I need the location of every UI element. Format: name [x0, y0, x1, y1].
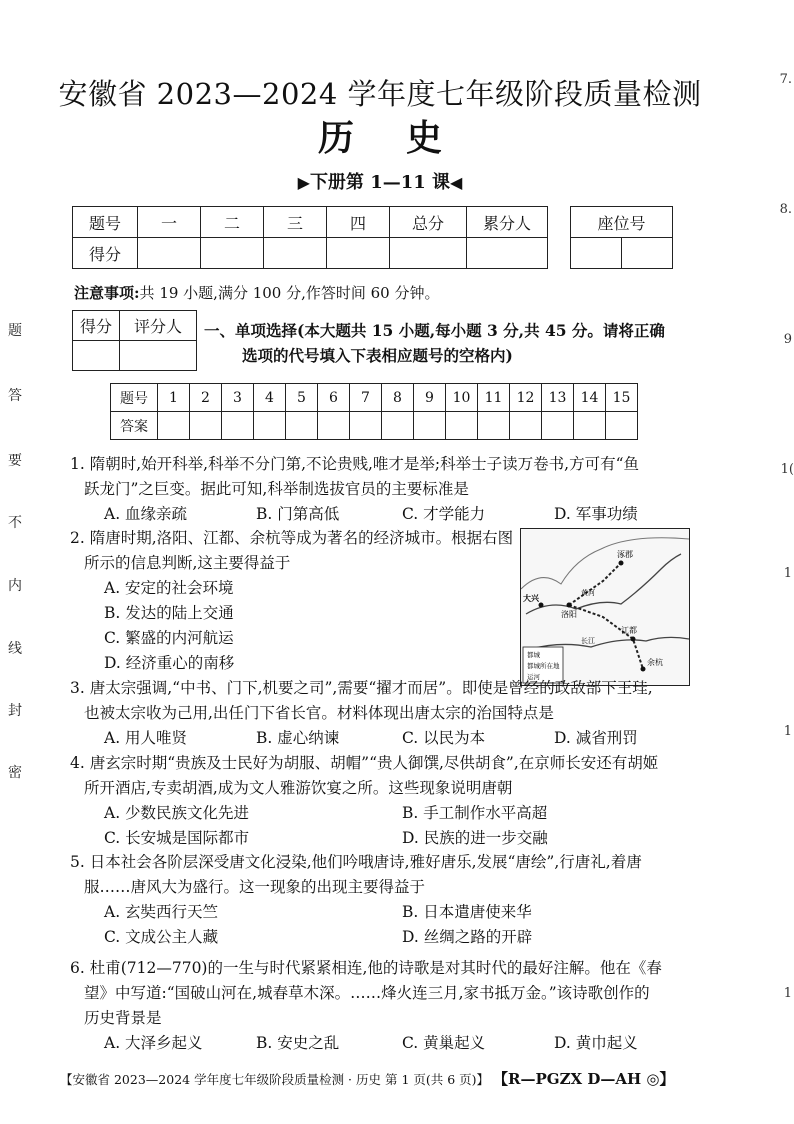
margin-char: 封 — [8, 703, 22, 719]
question-text: 历史背景是 — [84, 1009, 162, 1027]
seat-cell[interactable] — [571, 238, 622, 269]
notice — [74, 282, 440, 303]
grader-name-label: 评分人 — [120, 311, 197, 341]
score-header-cell: 一 — [138, 207, 201, 238]
answer-cell[interactable] — [542, 412, 574, 440]
triangle-left-icon: ◀ — [450, 173, 463, 192]
answer-cell[interactable] — [286, 412, 318, 440]
question-6 — [70, 956, 690, 1056]
answer-cell[interactable] — [222, 412, 254, 440]
section-heading — [204, 318, 674, 368]
question-text: 也被太宗收为己用,出任门下省长官。材料体现出唐太宗的治国特点是 — [84, 704, 554, 722]
options-row — [70, 826, 690, 851]
question-text: 5. 日本社会各阶层深受唐文化浸染,他们吟哦唐诗,雅好唐乐,发展“唐绘”,行唐礼,着唐 — [70, 853, 642, 871]
option[interactable]: A. 血缘亲疏 — [104, 505, 188, 523]
map-label: 余杭 — [647, 658, 663, 667]
grader-name-cell[interactable] — [120, 341, 197, 371]
next-page-number: 9 — [783, 332, 792, 347]
answer-number: 2 — [190, 384, 222, 412]
options-row — [70, 1031, 690, 1056]
score-cell[interactable] — [201, 238, 264, 269]
options-row — [70, 502, 690, 527]
answer-cell[interactable] — [510, 412, 542, 440]
legend-item: 都城所在地 — [527, 662, 560, 670]
answer-cell[interactable] — [318, 412, 350, 440]
question-text: 所开酒店,专卖胡酒,成为文人雅游饮宴之所。这些现象说明唐朝 — [84, 779, 513, 797]
answer-number: 14 — [574, 384, 606, 412]
city-dot — [619, 561, 624, 566]
score-cell[interactable] — [264, 238, 327, 269]
option[interactable]: A. 玄奘西行天竺 — [104, 903, 219, 921]
canal-north-line — [569, 563, 621, 605]
score-cell[interactable] — [467, 238, 548, 269]
map-label: 江都 — [621, 626, 637, 635]
option[interactable]: C. 黄巢起义 — [402, 1034, 486, 1052]
question-1 — [70, 452, 690, 527]
map-label: 涿郡 — [617, 550, 633, 559]
option[interactable]: C. 才学能力 — [402, 505, 486, 523]
city-dot — [567, 603, 572, 608]
option[interactable]: A. 大泽乡起义 — [104, 1034, 203, 1052]
answer-number: 5 — [286, 384, 318, 412]
grader-score-label: 得分 — [73, 311, 120, 341]
option[interactable]: D. 减省刑罚 — [554, 729, 638, 747]
score-header-cell: 二 — [201, 207, 264, 238]
answer-cell[interactable] — [606, 412, 638, 440]
question-4 — [70, 751, 690, 851]
score-cell[interactable] — [138, 238, 201, 269]
question-text: 6. 杜甫(712—770)的一生与时代紧紧相连,他的诗歌是对其时代的最好注解。他在《春 — [70, 959, 662, 977]
grader-score-cell[interactable] — [73, 341, 120, 371]
next-page-number: 8. — [779, 202, 792, 217]
option[interactable]: A. 安定的社会环境 — [104, 579, 234, 597]
question-text: 服……唐风大为盛行。这一现象的出现主要得益于 — [84, 878, 426, 896]
answer-number: 6 — [318, 384, 350, 412]
map-label: 大兴 — [523, 594, 539, 603]
margin-char: 要 — [8, 453, 22, 469]
score-table — [72, 206, 548, 269]
options-row — [70, 925, 690, 950]
option[interactable]: A. 用人唯贤 — [104, 729, 188, 747]
section-title-line2: 选项的代号填入下表相应题号的空格内) — [242, 346, 513, 365]
options-row — [70, 726, 690, 751]
answer-cell[interactable] — [190, 412, 222, 440]
score-header-row — [73, 207, 548, 238]
option[interactable]: D. 经济重心的南移 — [104, 654, 235, 672]
option[interactable]: A. 少数民族文化先进 — [104, 804, 250, 822]
answer-number: 1 — [158, 384, 190, 412]
score-header-cell: 总分 — [390, 207, 467, 238]
next-page-number: 1 — [783, 566, 792, 581]
answer-number: 7 — [350, 384, 382, 412]
question-text: 跃龙门”之巨变。据此可知,科举制选拔官员的主要标准是 — [84, 480, 469, 498]
answer-cell[interactable] — [382, 412, 414, 440]
margin-char: 线 — [8, 641, 22, 657]
question-text: 2. 隋唐时期,洛阳、江都、余杭等成为著名的经济城市。根据右图 — [70, 529, 514, 547]
section-title-line1: 一、单项选择(本大题共 15 小题,每小题 3 分,共 45 分。请将正确 — [204, 321, 665, 340]
option[interactable]: B. 日本遣唐使来华 — [402, 903, 532, 921]
margin-char: 密 — [8, 765, 22, 781]
score-value-row — [73, 238, 548, 269]
seat-cell[interactable] — [622, 238, 673, 269]
margin-char: 题 — [8, 323, 22, 339]
question-text: 1. 隋朝时,始开科举,科举不分门第,不论贵贱,唯才是举;科举士子读万卷书,方可有“鱼 — [70, 455, 639, 473]
answer-number: 11 — [478, 384, 510, 412]
answer-table — [110, 383, 638, 440]
map-graphic — [521, 529, 689, 685]
option[interactable]: B. 手工制作水平高超 — [402, 804, 548, 822]
option[interactable]: C. 繁盛的内河航运 — [104, 629, 234, 647]
answer-row — [111, 412, 638, 440]
option[interactable]: B. 门第高低 — [256, 505, 340, 523]
option[interactable]: C. 长安城是国际都市 — [104, 829, 250, 847]
score-header-cell: 题号 — [73, 207, 138, 238]
scope-label — [0, 168, 760, 194]
options-row — [70, 900, 690, 925]
answer-cell[interactable] — [350, 412, 382, 440]
legend-item: 运河 — [527, 673, 540, 681]
score-header-cell: 三 — [264, 207, 327, 238]
answer-cell[interactable] — [574, 412, 606, 440]
question-5 — [70, 850, 690, 950]
question-3 — [70, 676, 690, 751]
question-2 — [70, 526, 520, 676]
coastline — [521, 538, 689, 589]
score-header-cell: 累分人 — [467, 207, 548, 238]
answer-cell[interactable] — [446, 412, 478, 440]
footer-text: 【安徽省 2023—2024 学年度七年级阶段质量检测 · 历史 第 1 页(共 6 页)】 — [60, 1072, 490, 1087]
exam-title: 安徽省 2023—2024 学年度七年级阶段质量检测 — [58, 77, 702, 111]
answer-cell[interactable] — [158, 412, 190, 440]
question-text: 3. 唐太宗强调,“中书、门下,机要之司”,需要“擢才而居”。即使是曾经的政敌部下王珪, — [70, 679, 653, 697]
margin-char: 不 — [8, 515, 22, 531]
next-page-number: 7. — [779, 72, 792, 87]
score-header-cell: 四 — [327, 207, 390, 238]
score-cell[interactable] — [390, 238, 467, 269]
next-page-number: 1 — [783, 724, 792, 739]
option[interactable]: C. 文成公主人藏 — [104, 928, 219, 946]
answer-number: 8 — [382, 384, 414, 412]
option[interactable]: D. 黄巾起义 — [554, 1034, 638, 1052]
grader-table — [72, 310, 197, 371]
scope-text: 下册第 1—11 课 — [309, 172, 451, 193]
triangle-right-icon: ▶ — [297, 173, 310, 192]
subject-title: 历史 — [317, 117, 494, 159]
city-dot — [631, 637, 636, 642]
seat-label: 座位号 — [571, 207, 673, 238]
answer-header-row — [111, 384, 638, 412]
canal-map — [520, 528, 690, 686]
answer-cell[interactable] — [414, 412, 446, 440]
answer-header-label: 题号 — [111, 384, 158, 412]
answer-cell[interactable] — [478, 412, 510, 440]
answer-cell[interactable] — [254, 412, 286, 440]
score-row-label: 得分 — [73, 238, 138, 269]
answer-number: 10 — [446, 384, 478, 412]
score-cell[interactable] — [327, 238, 390, 269]
next-page-number: 1 — [783, 986, 792, 1001]
option[interactable]: C. 以民为本 — [402, 729, 486, 747]
notice-label: 注意事项: — [74, 284, 140, 302]
option[interactable]: B. 安史之乱 — [256, 1034, 340, 1052]
map-label: 黄河 — [581, 589, 595, 597]
margin-char: 答 — [8, 388, 22, 404]
answer-number: 12 — [510, 384, 542, 412]
margin-char: 内 — [8, 578, 22, 594]
yellow-river-line — [526, 554, 681, 614]
map-label: 长江 — [581, 637, 595, 645]
page-footer — [60, 1068, 760, 1089]
options-row — [70, 801, 690, 826]
answer-row-label: 答案 — [111, 412, 158, 440]
question-text: 4. 唐玄宗时期“贵族及士民好为胡服、胡帽”“贵人御馔,尽供胡食”,在京师长安还有胡姬 — [70, 754, 659, 772]
option[interactable]: D. 军事功绩 — [554, 505, 638, 523]
answer-number: 4 — [254, 384, 286, 412]
answer-number: 3 — [222, 384, 254, 412]
option[interactable]: D. 丝绸之路的开辟 — [402, 928, 533, 946]
map-label: 洛阳 — [561, 610, 577, 619]
city-dot — [539, 603, 544, 608]
option[interactable]: D. 民族的进一步交融 — [402, 829, 548, 847]
footer-code: 【R—PGZX D—AH ◎】 — [493, 1070, 675, 1088]
answer-number: 13 — [542, 384, 574, 412]
question-text: 所示的信息判断,这主要得益于 — [84, 554, 291, 572]
seat-table — [570, 206, 673, 269]
next-page-number: 1( — [780, 462, 794, 477]
option[interactable]: B. 虚心纳谏 — [256, 729, 340, 747]
question-text: 望》中写道:“国破山河在,城春草木深。……烽火连三月,家书抵万金。”该诗歌创作的 — [84, 984, 650, 1002]
legend-item: 都城 — [527, 651, 540, 659]
answer-number: 9 — [414, 384, 446, 412]
notice-text: 共 19 小题,满分 100 分,作答时间 60 分钟。 — [139, 284, 440, 302]
answer-number: 15 — [606, 384, 638, 412]
option[interactable]: B. 发达的陆上交通 — [104, 604, 234, 622]
city-dot — [641, 667, 646, 672]
